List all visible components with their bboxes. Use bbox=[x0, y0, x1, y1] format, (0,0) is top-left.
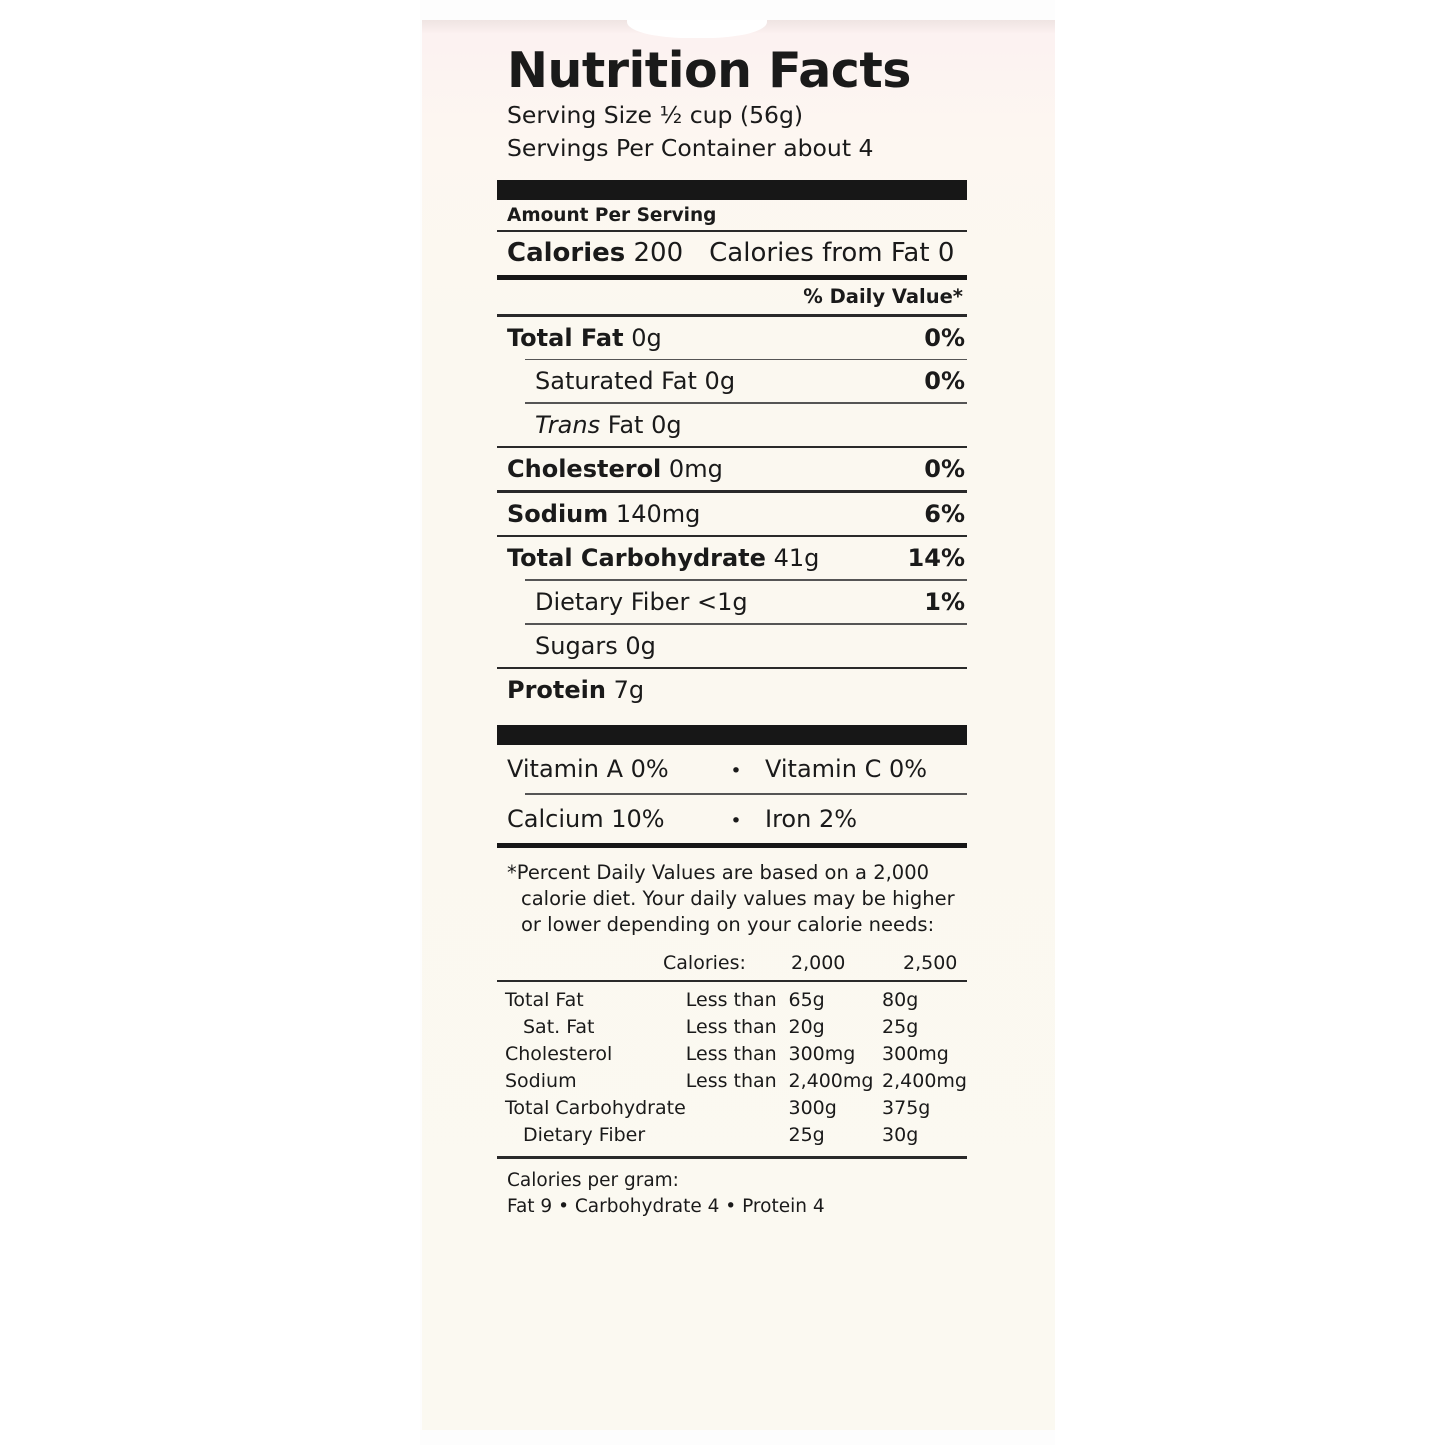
calories-per-gram-values: Fat 9 • Carbohydrate 4 • Protein 4 bbox=[507, 1196, 825, 1218]
dv-row-less-than: Less than bbox=[685, 1015, 777, 1038]
daily-value-reference-table bbox=[497, 949, 967, 980]
calories-label: Calories bbox=[507, 238, 626, 269]
dv-row-less-than bbox=[686, 1121, 789, 1148]
vitamin-row-1 bbox=[497, 745, 967, 793]
bullet-separator-icon: • bbox=[730, 760, 742, 783]
thick-divider-vitamins bbox=[497, 725, 967, 745]
dv-row-name: Total Carbohydrate bbox=[505, 1096, 686, 1119]
nutrient-row-cholesterol bbox=[497, 448, 967, 490]
nutrient-amount: 0g bbox=[704, 367, 736, 396]
daily-value-footnote bbox=[497, 848, 967, 946]
dv-row-name: Dietary Fiber bbox=[523, 1123, 646, 1146]
nutrient-name: Cholesterol bbox=[507, 455, 662, 484]
label-title: Nutrition Facts bbox=[507, 42, 911, 99]
nutrient-dv: 0% bbox=[924, 367, 965, 396]
dv-row-2500: 300mg bbox=[882, 1042, 949, 1065]
iron-value: Iron 2% bbox=[765, 804, 858, 833]
dv-row-name: Sodium bbox=[505, 1069, 577, 1092]
calories-column-header: Calories: bbox=[663, 951, 746, 974]
nutrient-amount: 7g bbox=[613, 676, 645, 705]
nutrient-name: Saturated Fat bbox=[535, 367, 697, 396]
dv-row-2000: 300g bbox=[788, 1096, 837, 1119]
footnote-line-3: or lower depending on your calorie needs: bbox=[521, 912, 935, 936]
dv-row-2000: 65g bbox=[788, 988, 825, 1011]
calories-value: 200 bbox=[633, 238, 684, 269]
dv-row-2500: 30g bbox=[882, 1123, 919, 1146]
nutrient-row-sugars bbox=[497, 625, 967, 667]
calories-per-gram-title: Calories per gram: bbox=[507, 1169, 679, 1191]
nutrient-row-total-fat bbox=[497, 317, 967, 359]
thick-divider-top bbox=[497, 180, 967, 200]
calories-2500-header: 2,500 bbox=[903, 951, 958, 974]
package-notch bbox=[627, 20, 767, 38]
dv-row-2000: 20g bbox=[788, 1015, 825, 1038]
nutrient-dv: 1% bbox=[924, 588, 965, 616]
nutrient-dv: 0% bbox=[924, 455, 965, 484]
table-row bbox=[497, 1040, 967, 1067]
nutrient-amount: 140mg bbox=[615, 499, 701, 528]
bullet-separator-icon: • bbox=[730, 809, 742, 832]
vitamin-row-2 bbox=[497, 795, 967, 843]
dv-row-2000: 300mg bbox=[788, 1042, 856, 1065]
page-right-margin bbox=[1055, 0, 1445, 1445]
nutrient-amount: 41g bbox=[773, 544, 820, 573]
servings-per-container-text: Servings Per Container about 4 bbox=[507, 134, 874, 163]
calories-row bbox=[497, 232, 967, 275]
nutrient-name: Sugars bbox=[535, 631, 618, 660]
daily-value-header: % Daily Value* bbox=[803, 285, 963, 309]
nutrient-row-total-carbohydrate bbox=[497, 537, 967, 579]
nutrient-row-protein bbox=[497, 669, 967, 711]
spacer-cell bbox=[497, 949, 655, 980]
nutrient-amount: 0g bbox=[651, 410, 682, 439]
dv-row-2000: 2,400mg bbox=[788, 1069, 874, 1092]
nutrient-name: Sodium bbox=[507, 499, 609, 528]
table-row bbox=[497, 1013, 967, 1040]
table-header-row bbox=[497, 949, 967, 980]
nutrient-dv: 14% bbox=[907, 544, 965, 573]
dv-row-name: Cholesterol bbox=[505, 1042, 613, 1065]
nutrient-dv: 0% bbox=[924, 323, 965, 352]
nutrient-name: Fat bbox=[607, 410, 644, 439]
dv-row-less-than: Less than bbox=[685, 1042, 777, 1065]
dv-row-2500: 375g bbox=[882, 1096, 931, 1119]
daily-value-rows bbox=[497, 986, 967, 1148]
dv-row-2500: 80g bbox=[882, 988, 919, 1011]
vitamin-a-value: Vitamin A 0% bbox=[507, 755, 669, 784]
nutrient-row-trans-fat bbox=[497, 404, 967, 446]
calories-from-fat: Calories from Fat 0 bbox=[709, 238, 955, 269]
nutrient-row-dietary-fiber bbox=[497, 581, 967, 623]
dv-row-less-than: Less than bbox=[685, 1069, 777, 1092]
nutrient-name: Total Carbohydrate bbox=[507, 544, 766, 573]
nutrient-row-saturated-fat bbox=[497, 360, 967, 402]
calories-2000-header: 2,000 bbox=[791, 951, 846, 974]
calories-per-gram-block bbox=[497, 1159, 967, 1221]
nutrient-dv: 6% bbox=[924, 499, 965, 528]
dv-row-less-than bbox=[686, 1094, 789, 1121]
footnote-line-1: *Percent Daily Values are based on a 2,000 bbox=[507, 860, 930, 884]
dv-row-name: Sat. Fat bbox=[523, 1015, 595, 1038]
nutrient-name-italic: Trans bbox=[535, 410, 601, 439]
dv-row-less-than: Less than bbox=[685, 988, 777, 1011]
nutrient-name: Total Fat bbox=[507, 323, 624, 352]
table-row bbox=[497, 1067, 967, 1094]
nutrient-amount: <1g bbox=[696, 588, 748, 616]
nutrient-amount: 0g bbox=[625, 631, 656, 660]
amount-per-serving-heading: Amount Per Serving bbox=[507, 204, 717, 226]
nutrient-row-sodium bbox=[497, 493, 967, 535]
calcium-value: Calcium 10% bbox=[507, 804, 665, 833]
page-left-margin bbox=[0, 0, 420, 1445]
serving-size-text: Serving Size ½ cup (56g) bbox=[507, 101, 804, 129]
divider-above-dv-rows bbox=[497, 980, 967, 983]
vitamin-c-value: Vitamin C 0% bbox=[765, 755, 928, 784]
dv-row-name: Total Fat bbox=[505, 988, 584, 1011]
table-row bbox=[497, 1094, 967, 1121]
nutrient-amount: 0mg bbox=[668, 455, 723, 484]
dv-row-2000: 25g bbox=[788, 1123, 825, 1146]
nutrient-name: Protein bbox=[507, 676, 606, 705]
nutrient-name: Dietary Fiber bbox=[535, 588, 690, 616]
dv-row-2500: 2,400mg bbox=[882, 1069, 967, 1092]
dv-row-2500: 25g bbox=[882, 1015, 919, 1038]
nutrition-facts-label bbox=[497, 42, 967, 1220]
footnote-line-2: calorie diet. Your daily values may be higher bbox=[521, 886, 955, 910]
nutrient-amount: 0g bbox=[631, 323, 662, 352]
table-row bbox=[497, 1121, 967, 1148]
nutrition-facts-panel bbox=[422, 20, 1055, 1430]
table-row bbox=[497, 986, 967, 1013]
